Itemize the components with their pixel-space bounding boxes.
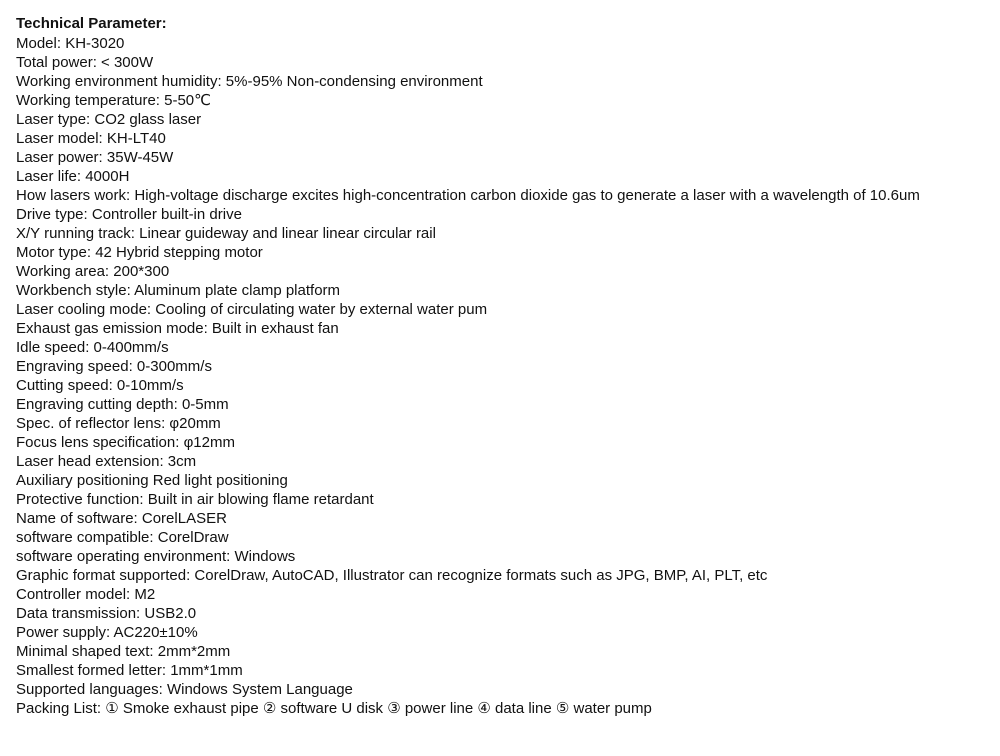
spec-item: Working area: 200*300 (16, 263, 170, 280)
spec-item: Auxiliary positioning Red light positioning (16, 472, 288, 489)
spec-item: Power supply: AC220±10% (16, 624, 198, 641)
spec-list (16, 34, 936, 718)
spec-item: Cutting speed: 0-10mm/s (16, 377, 184, 394)
spec-item: Exhaust gas emission mode: Built in exhaust fan (16, 320, 339, 337)
spec-item: Laser model: KH-LT40 (16, 130, 166, 147)
spec-item: Controller model: M2 (16, 586, 156, 603)
page-title: Technical Parameter: (16, 15, 167, 32)
spec-item: Drive type: Controller built-in drive (16, 206, 242, 223)
spec-item: Total power: < 300W (16, 54, 154, 71)
spec-item: Working temperature: 5-50℃ (16, 92, 211, 109)
spec-item: Smallest formed letter: 1mm*1mm (16, 662, 243, 679)
spec-item: Supported languages: Windows System Language (16, 681, 353, 698)
spec-item: Laser cooling mode: Cooling of circulating water by external water pum (16, 301, 488, 318)
spec-item: software compatible: CorelDraw (16, 529, 229, 546)
spec-item: Spec. of reflector lens: φ20mm (16, 415, 221, 432)
spec-item: Engraving speed: 0-300mm/s (16, 358, 212, 375)
spec-item: Laser power: 35W-45W (16, 149, 174, 166)
spec-item: Focus lens specification: φ12mm (16, 434, 235, 451)
spec-item: Protective function: Built in air blowing flame retardant (16, 491, 374, 508)
spec-item: Model: KH-3020 (16, 35, 125, 52)
spec-item: Data transmission: USB2.0 (16, 605, 197, 622)
spec-item: Minimal shaped text: 2mm*2mm (16, 643, 231, 660)
spec-item: Laser type: CO2 glass laser (16, 111, 202, 128)
spec-item: Idle speed: 0-400mm/s (16, 339, 169, 356)
spec-item: Workbench style: Aluminum plate clamp platform (16, 282, 341, 299)
spec-item: Motor type: 42 Hybrid stepping motor (16, 244, 263, 261)
spec-item: Engraving cutting depth: 0-5mm (16, 396, 229, 413)
spec-item: Working environment humidity: 5%-95% Non-condensing environment (16, 73, 483, 90)
spec-item: Graphic format supported: CorelDraw, AutoCAD, Illustrator can recognize formats such as JPG, BMP, AI, PLT, etc (16, 567, 768, 584)
spec-item: X/Y running track: Linear guideway and linear linear circular rail (16, 225, 436, 242)
spec-item: software operating environment: Windows (16, 548, 296, 565)
spec-item: Packing List: ① Smoke exhaust pipe ② software U disk ③ power line ④ data line ⑤ water pump (16, 700, 652, 717)
spec-item: Name of software: CorelLASER (16, 510, 227, 527)
spec-item: Laser head extension: 3cm (16, 453, 197, 470)
spec-item: How lasers work: High-voltage discharge excites high-concentration carbon dioxide gas to generate a laser with a wavelength of 10.6um (16, 187, 920, 204)
spec-item: Laser life: 4000H (16, 168, 130, 185)
